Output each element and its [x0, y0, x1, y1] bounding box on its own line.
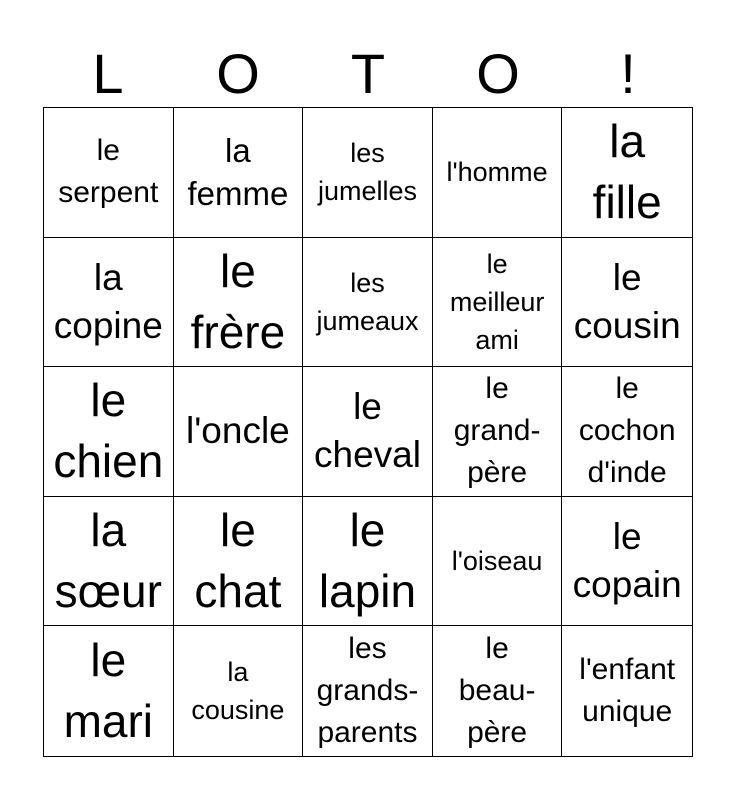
bingo-cell-text: le cheval	[314, 386, 421, 476]
bingo-cell[interactable]	[433, 108, 563, 238]
bingo-cell[interactable]	[174, 238, 304, 368]
bingo-cell[interactable]	[562, 626, 692, 756]
bingo-cell-text: la cousine	[191, 657, 285, 726]
bingo-cell-text: le grand- père	[453, 372, 541, 490]
bingo-cell[interactable]	[562, 497, 692, 627]
bingo-cell-text: le chat	[194, 504, 282, 618]
bingo-cell[interactable]	[44, 108, 174, 238]
bingo-cell-text: la femme	[187, 132, 289, 213]
bingo-cell[interactable]	[562, 238, 692, 368]
bingo-cell-text: la sœur	[54, 504, 162, 618]
bingo-cell[interactable]	[562, 367, 692, 497]
bingo-cell[interactable]	[44, 626, 174, 756]
bingo-cell[interactable]	[44, 497, 174, 627]
bingo-cell[interactable]	[562, 108, 692, 238]
board-title	[43, 40, 693, 108]
title-letter-l: L	[92, 42, 124, 105]
bingo-cell-text: le meilleur ami	[449, 248, 545, 355]
bingo-cell[interactable]	[303, 108, 433, 238]
bingo-cell[interactable]	[433, 367, 563, 497]
title-letter-o: O	[216, 42, 260, 105]
bingo-cell-text: le lapin	[318, 504, 417, 618]
bingo-cell[interactable]	[303, 497, 433, 627]
bingo-cell[interactable]	[174, 367, 304, 497]
bingo-cell-text: l'oncle	[186, 410, 290, 452]
bingo-cell-text: le cousin	[573, 256, 681, 346]
bingo-cell-text: l'homme	[446, 157, 548, 188]
title-letter-exclamation: !	[620, 42, 636, 105]
bingo-cell[interactable]	[433, 238, 563, 368]
bingo-cell-text: la fille	[592, 115, 662, 229]
bingo-cell-text: le frère	[190, 244, 286, 358]
bingo-cell-text: le chien	[53, 374, 164, 488]
bingo-cell-text: l'enfant unique	[579, 653, 676, 729]
bingo-cell-text: l'oiseau	[451, 546, 543, 577]
bingo-cell-text: le copain	[572, 516, 682, 606]
bingo-cell-text: le serpent	[58, 134, 159, 210]
bingo-cell[interactable]	[303, 367, 433, 497]
title-letter-t: T	[350, 42, 386, 105]
bingo-cell[interactable]	[174, 108, 304, 238]
bingo-cell[interactable]	[44, 238, 174, 368]
bingo-cell-text: le cochon d'inde	[578, 372, 676, 490]
bingo-cell[interactable]	[174, 626, 304, 756]
bingo-cell-text: les grands- parents	[316, 632, 419, 750]
bingo-cell[interactable]	[433, 626, 563, 756]
bingo-cell-text: le beau- père	[458, 632, 536, 750]
bingo-cell[interactable]	[303, 238, 433, 368]
bingo-cell[interactable]	[433, 497, 563, 627]
bingo-cell[interactable]	[44, 367, 174, 497]
bingo-cell-text: les jumeaux	[316, 267, 419, 336]
bingo-cell[interactable]	[174, 497, 304, 627]
bingo-cell-text: les jumelles	[317, 138, 418, 207]
bingo-cell[interactable]	[303, 626, 433, 756]
bingo-board	[43, 107, 693, 757]
title-letter-o-second: O	[476, 42, 520, 105]
bingo-cell-text: le mari	[63, 634, 154, 748]
bingo-cell-text: la copine	[53, 256, 163, 346]
